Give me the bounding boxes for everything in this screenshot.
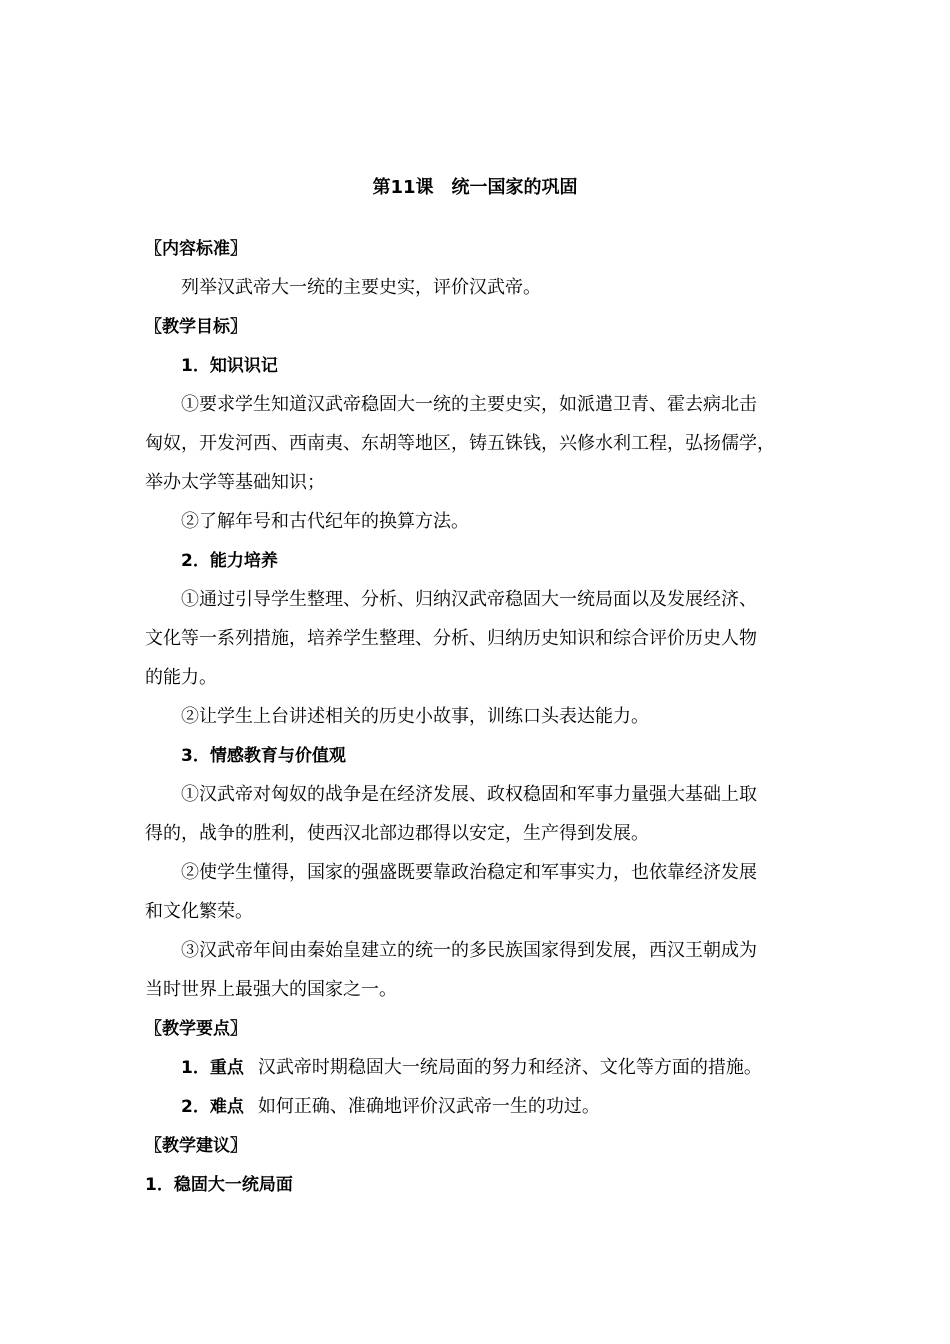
ability-paragraph-2: ②让学生上台讲述相关的历史小故事，训练口头表达能力。	[181, 706, 649, 727]
ability-heading: 2．能力培养	[181, 551, 278, 571]
emotion-paragraph-2-line-1: ②使学生懂得，国家的强盛既要靠政治稳定和军事实力，也依靠经济发展	[181, 862, 757, 883]
knowledge-paragraph-1-line-2: 匈奴，开发河西、西南夷、东胡等地区，铸五铢钱，兴修水利工程，弘扬儒学，	[145, 433, 775, 454]
knowledge-paragraph-1-line-3: 举办太学等基础知识；	[145, 472, 325, 493]
ability-paragraph-1-line-3: 的能力。	[145, 667, 217, 688]
emotion-paragraph-3-line-1: ③汉武帝年间由秦始皇建立的统一的多民族国家得到发展，西汉王朝成为	[181, 940, 757, 961]
emotion-paragraph-1-line-2: 得的，战争的胜利，使西汉北部边郡得以安定，生产得到发展。	[145, 823, 649, 844]
emotion-paragraph-3-line-2: 当时世界上最强大的国家之一。	[145, 979, 397, 1000]
focus-label: 1．重点	[181, 1058, 244, 1078]
content-standard-heading: 〖内容标准〗	[145, 239, 247, 259]
key-points-heading: 〖教学要点〗	[145, 1019, 247, 1039]
focus-text: 汉武帝时期稳固大一统局面的努力和经济、文化等方面的措施。	[257, 1057, 762, 1078]
key-points-difficulty	[181, 1095, 851, 1119]
difficulty-label: 2．难点	[181, 1097, 244, 1117]
key-points-focus	[181, 1056, 851, 1080]
knowledge-paragraph-1-line-1: ①要求学生知道汉武帝稳固大一统的主要史实，如派遣卫青、霍去病北击	[181, 394, 757, 415]
teaching-goals-heading: 〖教学目标〗	[145, 317, 247, 337]
emotion-heading: 3．情感教育与价值观	[181, 746, 346, 766]
suggestion-item-1: 1．稳固大一统局面	[145, 1175, 293, 1195]
emotion-paragraph-1-line-1: ①汉武帝对匈奴的战争是在经济发展、政权稳固和军事力量强大基础上取	[181, 784, 757, 805]
lesson-title: 第11课 统一国家的巩固	[372, 177, 578, 198]
suggestions-heading: 〖教学建议〗	[145, 1136, 247, 1156]
difficulty-text: 如何正确、准确地评价汉武帝一生的功过。	[257, 1096, 600, 1117]
knowledge-paragraph-2: ②了解年号和古代纪年的换算方法。	[181, 511, 469, 532]
ability-paragraph-1-line-2: 文化等一系列措施，培养学生整理、分析、归纳历史知识和综合评价历史人物	[145, 628, 757, 649]
knowledge-heading: 1．知识识记	[181, 356, 278, 376]
ability-paragraph-1-line-1: ①通过引导学生整理、分析、归纳汉武帝稳固大一统局面以及发展经济、	[181, 589, 757, 610]
content-standard-text: 列举汉武帝大一统的主要史实，评价汉武帝。	[181, 277, 541, 298]
emotion-paragraph-2-line-2: 和文化繁荣。	[145, 901, 253, 922]
